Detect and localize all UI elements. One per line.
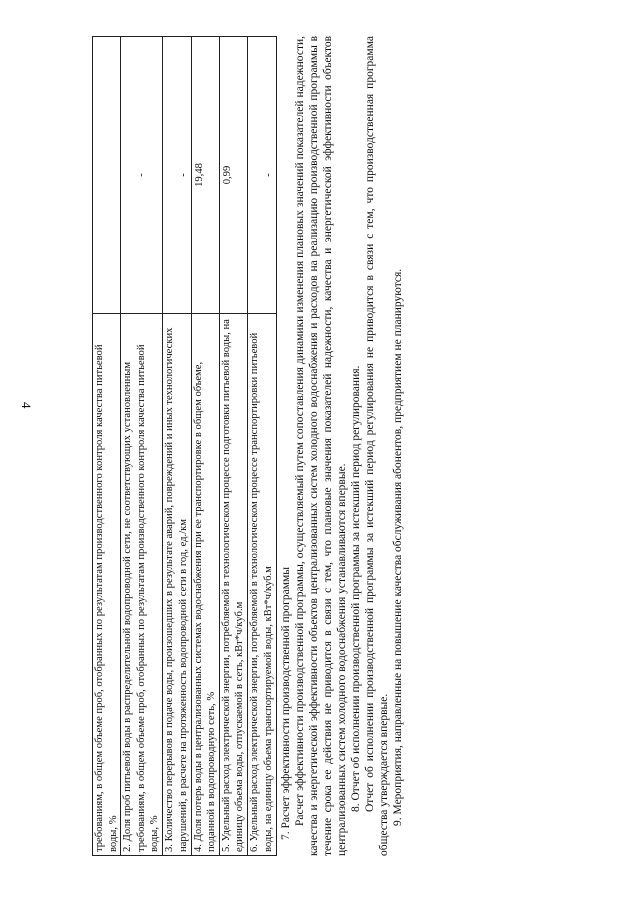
table-row xyxy=(247,37,276,856)
table-row xyxy=(219,37,247,856)
indicator-name: 2. Доля проб питьевой воды в распределительной водопроводной сети, не соответствующих установленным требованиям, в общем объеме проб, отобранных по результатам производственного контроля качества питьевой воды, % xyxy=(121,314,163,856)
indicator-name: требованиям, в общем объеме проб, отобранных по результатам производственного контроля качества питьевой воды, % xyxy=(93,314,121,856)
indicator-value xyxy=(93,37,121,314)
indicators-table xyxy=(92,36,277,856)
indicator-name: 3. Количество перерывов в подаче воды, произошедших в результате аварий, повреждений и иных технологических нарушений, в расчете на протяженность водопроводной сети в год, ед./км xyxy=(162,314,191,856)
section-8-body: Отчет об исполнении производственной программы за истекший период регулирования не приводится в связи с тем, что производственная программа общества утверждается впервые. xyxy=(363,36,390,856)
indicator-name: 6. Удельный расход электрической энергии, потребляемой в технологическом процессе транспортировки питьевой воды, на единицу объема транспортируемой воды, кВт*ч/куб.м xyxy=(247,314,276,856)
table-row xyxy=(162,37,191,856)
indicator-value: 19,48 xyxy=(191,37,219,314)
indicator-value: - xyxy=(162,37,191,314)
indicator-value: - xyxy=(247,37,276,314)
section-9-text: 9. Мероприятия, направленные на повышение качества обслуживания абонентов, предприятием не планируются. xyxy=(391,268,404,826)
section-7-body: Расчет эффективности производственной программы, осуществляемый путем сопоставления динамики изменения плановых значений показателей надежности, качества и энергетической эффективности объектов централизованных систем холодного водоснабжения и расходов на реализацию производственной программы в течение срока ее действия не приводится в связи с тем, что плановые значения показателей надежности, качества и энергетической эффективности объектов централизованных систем холодного водоснабжения устанавливаются впервые. xyxy=(293,36,348,856)
table-row xyxy=(191,37,219,856)
section-7-heading: 7. Расчет эффективности производственной программы xyxy=(279,566,292,840)
indicator-value: 0,99 xyxy=(219,37,247,314)
rotated-page-content xyxy=(92,36,512,856)
body-text xyxy=(279,36,405,856)
section-8-heading: 8. Отчет об исполнении производственной программы за истекший период регулирования. xyxy=(349,365,362,812)
indicator-value: - xyxy=(121,37,163,314)
page-number: 4 xyxy=(19,402,34,409)
table-row xyxy=(93,37,121,856)
indicator-name: 5. Удельный расход электрической энергии, потребляемой в технологическом процессе подготовки питьевой воды, на единицу объема воды, отпускаемой в сеть, кВт*ч/куб.м xyxy=(219,314,247,856)
table-row xyxy=(121,37,163,856)
indicator-name: 4. Доля потерь воды в централизованных системах водоснабжения при ее транспортировке в общем объеме, поданной в водопроводную сеть, % xyxy=(191,314,219,856)
